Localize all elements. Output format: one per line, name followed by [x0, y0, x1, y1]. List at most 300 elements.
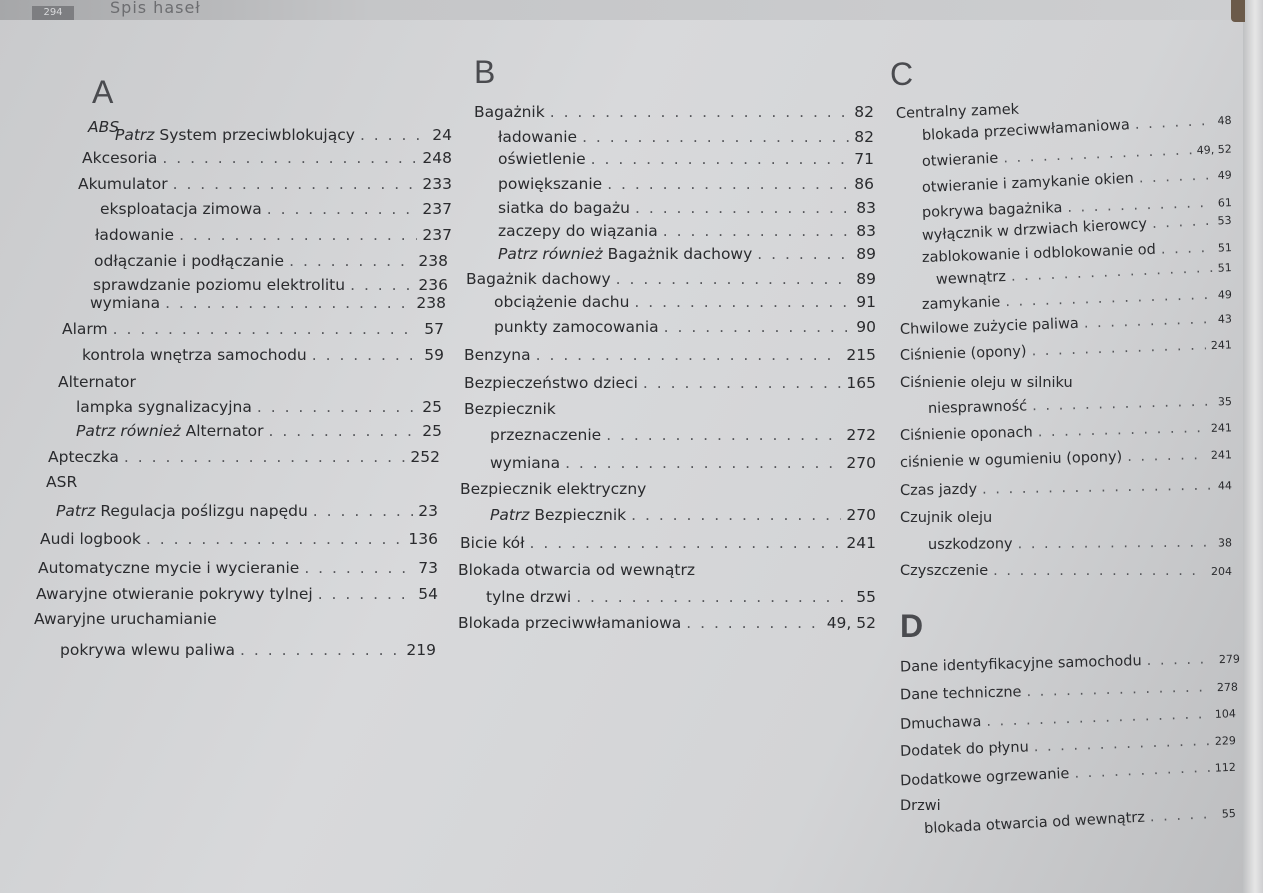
- entry-term: [900, 482, 977, 499]
- dot-leader: [146, 530, 403, 548]
- index-entry: [460, 534, 876, 552]
- entry-term: [494, 293, 629, 311]
- page-reference: 233: [422, 175, 452, 193]
- dot-leader: [606, 426, 841, 444]
- entry-text: Bezpieczeństwo dzieci: [464, 374, 638, 392]
- entry-text: blokada otwarcia od wewnątrz: [923, 809, 1146, 838]
- index-entry: [900, 336, 1232, 364]
- dot-leader: [582, 128, 849, 146]
- entry-text: sprawdzanie poziomu elektrolitu: [93, 276, 346, 294]
- page-reference: 241: [1210, 448, 1233, 462]
- entry-text: Alternator: [185, 422, 264, 440]
- entry-text: Akumulator: [78, 175, 168, 193]
- dot-leader: [318, 585, 414, 603]
- dot-leader: [289, 252, 413, 270]
- entry-term: [48, 448, 119, 466]
- entry-text: Benzyna: [464, 346, 531, 364]
- entry-term: [474, 103, 545, 121]
- dot-leader: [313, 502, 413, 520]
- entry-text: Ciśnienie oleju w silniku: [900, 375, 1073, 391]
- index-entry: [928, 534, 1232, 553]
- section-letter-c: C: [890, 56, 914, 92]
- page-reference: 165: [846, 374, 876, 392]
- entry-term: [458, 561, 695, 579]
- page-reference: 57: [424, 320, 444, 338]
- cross-reference-prefix: Patrz również: [76, 422, 186, 440]
- index-entry: [928, 393, 1232, 417]
- dot-leader: [173, 175, 418, 193]
- index-entry: [464, 400, 876, 418]
- entry-text: wyłącznik w drzwiach kierowcy: [921, 216, 1148, 244]
- entry-text: Akcesoria: [82, 149, 158, 167]
- index-entry: [38, 559, 438, 577]
- dot-leader: [664, 318, 852, 336]
- entry-term: [464, 374, 638, 392]
- entry-term: [100, 200, 262, 218]
- index-entry: [474, 103, 874, 121]
- entry-text: Alternator: [58, 373, 136, 391]
- entry-text: Bagażnik dachowy: [607, 245, 753, 263]
- entry-text: ABS: [88, 118, 120, 136]
- index-entry: [58, 373, 444, 391]
- entry-text: Dmuchawa: [899, 714, 982, 733]
- page-reference: 35: [1217, 395, 1233, 409]
- index-entry: [458, 614, 876, 632]
- index-entry: [922, 286, 1232, 313]
- entry-text: Ciśnienie (opony): [899, 343, 1027, 364]
- page-reference: 53: [1217, 213, 1232, 228]
- entry-text: zamykanie: [921, 294, 1001, 313]
- page-reference: 89: [856, 270, 876, 288]
- page-reference: 219: [406, 641, 436, 659]
- entry-text: Bagażnik dachowy: [466, 270, 611, 288]
- dot-leader: [631, 506, 841, 524]
- page-reference: 238: [416, 294, 446, 312]
- entry-term: [466, 270, 611, 288]
- dot-leader: [686, 614, 821, 632]
- entry-text: Automatyczne mycie i wycieranie: [38, 559, 300, 577]
- dot-leader: [643, 374, 842, 392]
- page-reference: 236: [418, 276, 448, 294]
- entry-term: [900, 316, 1079, 338]
- page-reference: 49, 52: [1196, 142, 1233, 157]
- page-reference: 49: [1217, 288, 1233, 302]
- entry-text: Ciśnienie oponach: [899, 424, 1033, 444]
- entry-term: [922, 171, 1134, 196]
- entry-term: [34, 610, 217, 628]
- page-reference: 83: [856, 199, 876, 217]
- background-corner: [1231, 0, 1245, 22]
- dot-leader: [663, 222, 852, 240]
- entry-text: wewnątrz: [935, 268, 1007, 288]
- entry-text: Apteczka: [48, 448, 119, 466]
- index-entry: [60, 641, 436, 659]
- index-entry: [115, 126, 452, 144]
- entry-term: [928, 536, 1013, 553]
- entry-text: pokrywa bagażnika: [921, 200, 1063, 221]
- entry-term: [94, 252, 284, 270]
- index-entry: [458, 561, 876, 579]
- page-reference: 61: [1217, 196, 1233, 210]
- page-reference: 38: [1217, 536, 1233, 550]
- page-reference: 25: [422, 398, 442, 416]
- page-reference: 104: [1214, 707, 1237, 721]
- entry-text: Bezpiecznik: [464, 400, 556, 418]
- entry-text: Alarm: [62, 320, 108, 338]
- entry-term: [58, 373, 136, 391]
- entry-term: [900, 739, 1029, 759]
- cross-reference-prefix: Patrz również: [498, 245, 608, 263]
- dot-leader: [993, 563, 1206, 579]
- page-reference: 248: [422, 149, 452, 167]
- dot-leader: [565, 454, 841, 472]
- entry-term: [922, 151, 999, 170]
- entry-term: [900, 714, 982, 733]
- entry-term: [46, 473, 77, 491]
- page-reference: 229: [1214, 734, 1237, 748]
- index-entry: [900, 705, 1236, 733]
- entry-text: ASR: [46, 473, 78, 491]
- entry-term: [900, 510, 992, 526]
- index-entry: [40, 530, 438, 548]
- dot-leader: [304, 559, 413, 577]
- entry-text: Chwilowe zużycie paliwa: [899, 315, 1080, 338]
- dot-leader: [1161, 240, 1214, 258]
- index-entry: [95, 226, 452, 244]
- dot-leader: [267, 200, 418, 218]
- index-entry: [464, 346, 876, 364]
- page-reference: 270: [846, 506, 876, 524]
- dot-leader: [1067, 195, 1213, 216]
- page-reference: 252: [410, 448, 440, 466]
- dot-leader: [179, 226, 417, 244]
- entry-text: blokada przeciwwłamaniowa: [921, 117, 1131, 144]
- dot-leader: [607, 175, 849, 193]
- entry-text: zablokowanie i odblokowanie od: [921, 241, 1157, 266]
- dot-leader: [1149, 806, 1217, 825]
- entry-text: wymiana: [90, 294, 161, 312]
- index-entry: [498, 150, 874, 168]
- index-entry: [82, 346, 444, 364]
- entry-term: [62, 320, 108, 338]
- entry-term: [900, 425, 1033, 444]
- entry-term: [90, 294, 160, 312]
- index-entry: [78, 175, 452, 193]
- index-entry: [900, 732, 1236, 760]
- entry-term: [900, 798, 941, 814]
- dot-leader: [1084, 311, 1214, 331]
- entry-text: Blokada przeciwwłamaniowa: [458, 614, 682, 632]
- page-reference: 272: [846, 426, 876, 444]
- entry-term: [498, 175, 602, 193]
- page-reference: 43: [1217, 312, 1233, 326]
- page-number: 294: [32, 6, 74, 20]
- entry-term: [82, 149, 157, 167]
- entry-text: przeznaczenie: [490, 426, 602, 444]
- entry-term: [900, 344, 1027, 364]
- dot-leader: [1032, 394, 1213, 415]
- entry-term: [464, 346, 531, 364]
- entry-text: uszkodzony: [927, 536, 1013, 553]
- index-entry: [900, 419, 1232, 444]
- index-entry: [76, 398, 442, 416]
- dot-leader: [1152, 213, 1213, 232]
- page-reference: 136: [408, 530, 438, 548]
- entry-term: [490, 506, 626, 524]
- page-reference: 241: [1210, 338, 1233, 353]
- section-letter-a: A: [92, 74, 114, 110]
- page-reference: 51: [1217, 241, 1233, 255]
- entry-term: [922, 294, 1001, 313]
- index-entry: [922, 166, 1232, 196]
- entry-text: ciśnienie w ogumieniu (opony): [899, 449, 1123, 471]
- dot-leader: [757, 245, 851, 263]
- index-entry: [494, 318, 876, 336]
- entry-text: Dodatek do płynu: [899, 739, 1030, 760]
- entry-term: [498, 199, 630, 217]
- dot-leader: [1005, 287, 1213, 310]
- entry-text: pokrywa wlewu paliwa: [60, 641, 236, 659]
- dot-leader: [162, 149, 417, 167]
- index-entry: [100, 200, 452, 218]
- entry-term: [40, 530, 141, 548]
- page-reference: 237: [422, 200, 452, 218]
- entry-term: [76, 398, 252, 416]
- dot-leader: [1018, 535, 1214, 553]
- index-entry: [900, 446, 1232, 471]
- page-reference: 215: [846, 346, 876, 364]
- entry-term: [115, 126, 355, 144]
- entry-text: powiększanie: [498, 175, 603, 193]
- page-reference: 241: [846, 534, 876, 552]
- page-reference: 86: [854, 175, 874, 193]
- page-reference: 49, 52: [826, 614, 876, 632]
- index-entry: [922, 140, 1232, 170]
- page-reference: 83: [856, 222, 876, 240]
- index-entry: [498, 222, 876, 240]
- page-edge: [1243, 0, 1263, 893]
- entry-text: oświetlenie: [498, 150, 586, 168]
- index-entry: [62, 320, 444, 338]
- dot-leader: [257, 398, 417, 416]
- entry-term: [95, 226, 174, 244]
- entry-text: kontrola wnętrza samochodu: [82, 346, 307, 364]
- page-reference: 51: [1217, 261, 1233, 275]
- entry-term: [922, 242, 1156, 266]
- entry-text: Regulacja poślizgu napędu: [100, 502, 308, 520]
- dot-leader: [113, 320, 420, 338]
- entry-term: [928, 398, 1028, 417]
- page-reference: 55: [856, 588, 876, 606]
- index-entry: [900, 651, 1240, 676]
- dot-leader: [1003, 142, 1192, 166]
- entry-term: [900, 375, 1073, 391]
- dot-leader: [635, 199, 851, 217]
- page-reference: 59: [424, 346, 444, 364]
- index-entry: [900, 563, 1232, 579]
- dot-leader: [1146, 651, 1214, 669]
- entry-text: Dodatkowe ogrzewanie: [899, 765, 1070, 790]
- page-reference: 238: [418, 252, 448, 270]
- index-entry: [900, 375, 1232, 391]
- entry-text: Czyszczenie: [900, 563, 989, 579]
- page-reference: 90: [856, 318, 876, 336]
- page-reference: 44: [1217, 479, 1233, 493]
- index-entry: [90, 294, 446, 312]
- dot-leader: [1074, 760, 1210, 782]
- entry-term: [460, 534, 525, 552]
- entry-text: System przeciwblokujący: [159, 126, 355, 144]
- page-reference: 54: [418, 585, 438, 603]
- entry-term: [900, 766, 1070, 789]
- dot-leader: [1138, 167, 1213, 186]
- page-reference: 49: [1217, 168, 1233, 183]
- page-reference: 48: [1217, 113, 1232, 128]
- page-reference: 279: [1218, 652, 1241, 667]
- dot-leader: [240, 641, 401, 659]
- page-reference: 91: [856, 293, 876, 311]
- entry-term: [900, 449, 1123, 471]
- index-entry: [900, 679, 1238, 704]
- dot-leader: [1127, 447, 1206, 465]
- entry-term: [76, 422, 264, 440]
- entry-text: Drzwi: [900, 798, 941, 814]
- dot-leader: [536, 346, 842, 364]
- cross-reference-prefix: Patrz: [56, 502, 101, 520]
- dot-leader: [312, 346, 420, 364]
- page-reference: 241: [1210, 421, 1233, 435]
- entry-text: Centralny zamek: [895, 101, 1020, 122]
- page-reference: 25: [422, 422, 442, 440]
- entry-term: [490, 426, 601, 444]
- index-entry: [34, 610, 438, 628]
- entry-text: eksploatacja zimowa: [100, 200, 262, 218]
- cross-reference-prefix: Patrz: [115, 126, 160, 144]
- page-reference: 278: [1216, 680, 1239, 695]
- dot-leader: [350, 276, 413, 294]
- entry-text: Blokada otwarcia od wewnątrz: [458, 561, 695, 579]
- entry-term: [82, 346, 307, 364]
- entry-term: [38, 559, 299, 577]
- entry-term: [900, 653, 1142, 675]
- dot-leader: [576, 588, 851, 606]
- entry-text: Bezpiecznik elektryczny: [460, 480, 647, 498]
- index-entry: [466, 270, 876, 288]
- dot-leader: [530, 534, 842, 552]
- entry-text: Bagażnik: [474, 103, 545, 121]
- entry-term: [56, 502, 308, 520]
- page-reference: 73: [418, 559, 438, 577]
- dot-leader: [124, 448, 405, 466]
- index-entry: [900, 759, 1236, 790]
- dot-leader: [591, 150, 850, 168]
- index-entry: [900, 310, 1232, 338]
- entry-text: niesprawność: [927, 398, 1028, 417]
- entry-term: [922, 216, 1148, 244]
- entry-term: [486, 588, 571, 606]
- page-reference: 24: [432, 126, 452, 144]
- index-entry: [490, 506, 876, 524]
- page-reference: 270: [846, 454, 876, 472]
- dot-leader: [1026, 679, 1212, 700]
- entry-term: [498, 150, 586, 168]
- index-entry: [82, 149, 452, 167]
- page-reference: 71: [854, 150, 874, 168]
- entry-term: [93, 276, 345, 294]
- entry-text: Dane identyfikacyjne samochodu: [899, 653, 1142, 676]
- dot-leader: [1038, 420, 1207, 440]
- page-reference: 204: [1211, 565, 1232, 578]
- page-reference: 55: [1221, 806, 1237, 821]
- entry-text: Awaryjne otwieranie pokrywy tylnej: [36, 585, 313, 603]
- index-entry: [900, 510, 1232, 526]
- entry-text: Awaryjne uruchamianie: [34, 610, 217, 628]
- entry-text: Audi logbook: [40, 530, 141, 548]
- entry-text: ładowanie: [498, 128, 578, 146]
- entry-text: Czujnik oleju: [900, 510, 993, 526]
- entry-term: [460, 480, 646, 498]
- entry-text: otwieranie i zamykanie okien: [921, 170, 1135, 196]
- entry-text: Bezpiecznik: [534, 506, 627, 524]
- index-entry: [494, 293, 876, 311]
- entry-term: [78, 175, 168, 193]
- entry-text: ładowanie: [95, 226, 175, 244]
- entry-term: [458, 614, 681, 632]
- dot-leader: [1134, 113, 1213, 133]
- dot-leader: [982, 478, 1213, 498]
- entry-text: lampka sygnalizacyjna: [76, 398, 252, 416]
- dot-leader: [165, 294, 411, 312]
- entry-term: [36, 585, 313, 603]
- index-entry: [498, 245, 876, 263]
- dot-leader: [634, 293, 851, 311]
- page-reference: 89: [856, 245, 876, 263]
- entry-term: [896, 102, 1020, 122]
- entry-text: obciążenie dachu: [494, 293, 630, 311]
- dot-leader: [550, 103, 850, 121]
- cross-reference-prefix: Patrz: [490, 506, 535, 524]
- page-reference: 237: [422, 226, 452, 244]
- entry-text: wymiana: [490, 454, 561, 472]
- entry-term: [922, 117, 1131, 144]
- index-entry: [498, 175, 874, 193]
- index-entry: [486, 588, 876, 606]
- dot-leader: [269, 422, 418, 440]
- page-reference: 82: [854, 103, 874, 121]
- entry-text: Dane techniczne: [899, 684, 1022, 704]
- dot-leader: [1011, 260, 1214, 285]
- entry-term: [498, 222, 658, 240]
- entry-text: punkty zamocowania: [494, 318, 659, 336]
- page-reference: 82: [854, 128, 874, 146]
- entry-term: [498, 245, 752, 263]
- page-reference: 112: [1214, 760, 1237, 775]
- index-entry: [460, 480, 876, 498]
- entry-term: [60, 641, 235, 659]
- entry-text: siatka do bagażu: [498, 199, 630, 217]
- entry-text: otwieranie: [921, 150, 999, 170]
- index-entry: [36, 585, 438, 603]
- entry-term: [494, 318, 659, 336]
- entry-term: [936, 269, 1007, 288]
- entry-text: tylne drzwi: [486, 588, 572, 606]
- entry-term: [922, 200, 1063, 221]
- page-reference: 23: [418, 502, 438, 520]
- index-entry: [498, 128, 874, 146]
- dot-leader: [360, 126, 427, 144]
- dot-leader: [986, 706, 1210, 730]
- entry-term: [900, 563, 988, 579]
